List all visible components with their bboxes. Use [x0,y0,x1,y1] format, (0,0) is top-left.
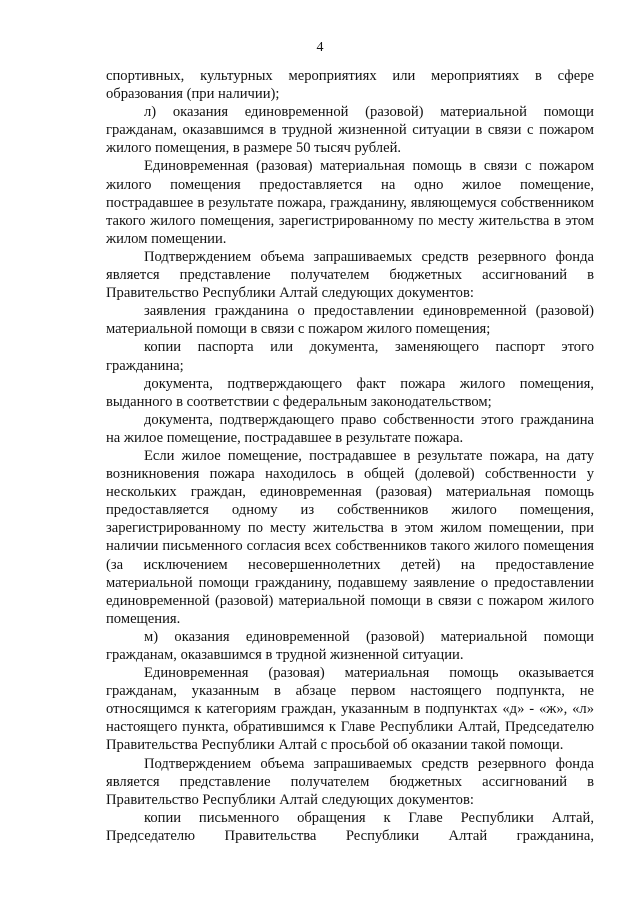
paragraph: заявления гражданина о предоставлении единовременной (разовой) материальной помощи в связи с пожаром жилого помещения; [106,303,594,338]
paragraph: Единовременная (разовая) материальная помощь оказывается гражданам, указанным в абзаце первом настоящего подпункта, не относящимся к категориям граждан, указанным в подпунктах «д» - «ж», «л» настоящего пункта, обратившимся к Главе Республики Алтай, Председателю Правительства Республики Алтай с просьбой об оказании такой помощи. [106,665,594,754]
page-number: 4 [316,40,324,55]
paragraph: Подтверждением объема запрашиваемых средств резервного фонда является представление получателем бюджетных ассигнований в Правительство Республики Алтай следующих документов: [106,248,594,302]
paragraph: Подтверждением объема запрашиваемых средств резервного фонда является представление получателем бюджетных ассигнований в Правительство Республики Алтай следующих документов: [106,755,594,808]
paragraph: Единовременная (разовая) материальная помощь в связи с пожаром жилого помещения предоставляется на одно жилое помещение, пострадавшее в результате пожара, гражданину, являющемуся собственником такого жилого помещения, зарегистрированному по месту жительства в этом жилом помещении. [106,158,594,247]
paragraph: л) оказания единовременной (разовой) материальной помощи гражданам, оказавшимся в трудной жизненной ситуации в связи с пожаром жилого помещения, в размере 50 тысяч рублей. [106,104,594,157]
paragraph: документа, подтверждающего факт пожара жилого помещения, выданного в соответствии с федеральным законодательством; [106,375,594,410]
paragraph: копии паспорта или документа, заменяющего паспорт этого гражданина; [106,339,594,374]
document-body [106,67,594,845]
paragraph: Если жилое помещение, пострадавшее в результате пожара, на дату возникновения пожара находилось в общей (долевой) собственности у нескольких граждан, единовременная (разовая) материальная помощь предоставляется одному из собственников жилого помещения, зарегистрированному по месту жительства в этом жилом помещении, при наличии письменного согласия всех собственников такого жилого помещения (за исключением несовершеннолетних детей) на предоставление материальной помощи гражданину, подавшему заявление о предоставлении единовременной (разовой) материальной помощи в связи с пожаром жилого помещения. [106,447,594,627]
paragraph: спортивных, культурных мероприятиях или мероприятиях в сфере образования (при наличии); [106,68,594,103]
paragraph: м) оказания единовременной (разовой) материальной помощи гражданам, оказавшимся в трудной жизненной ситуации. [106,628,594,663]
paragraph: документа, подтверждающего право собственности этого гражданина на жилое помещение, пострадавшее в результате пожара. [106,411,594,446]
paragraph: копии письменного обращения к Главе Республики Алтай, Председателю Правительства Республики Алтай гражданина, [106,809,594,844]
